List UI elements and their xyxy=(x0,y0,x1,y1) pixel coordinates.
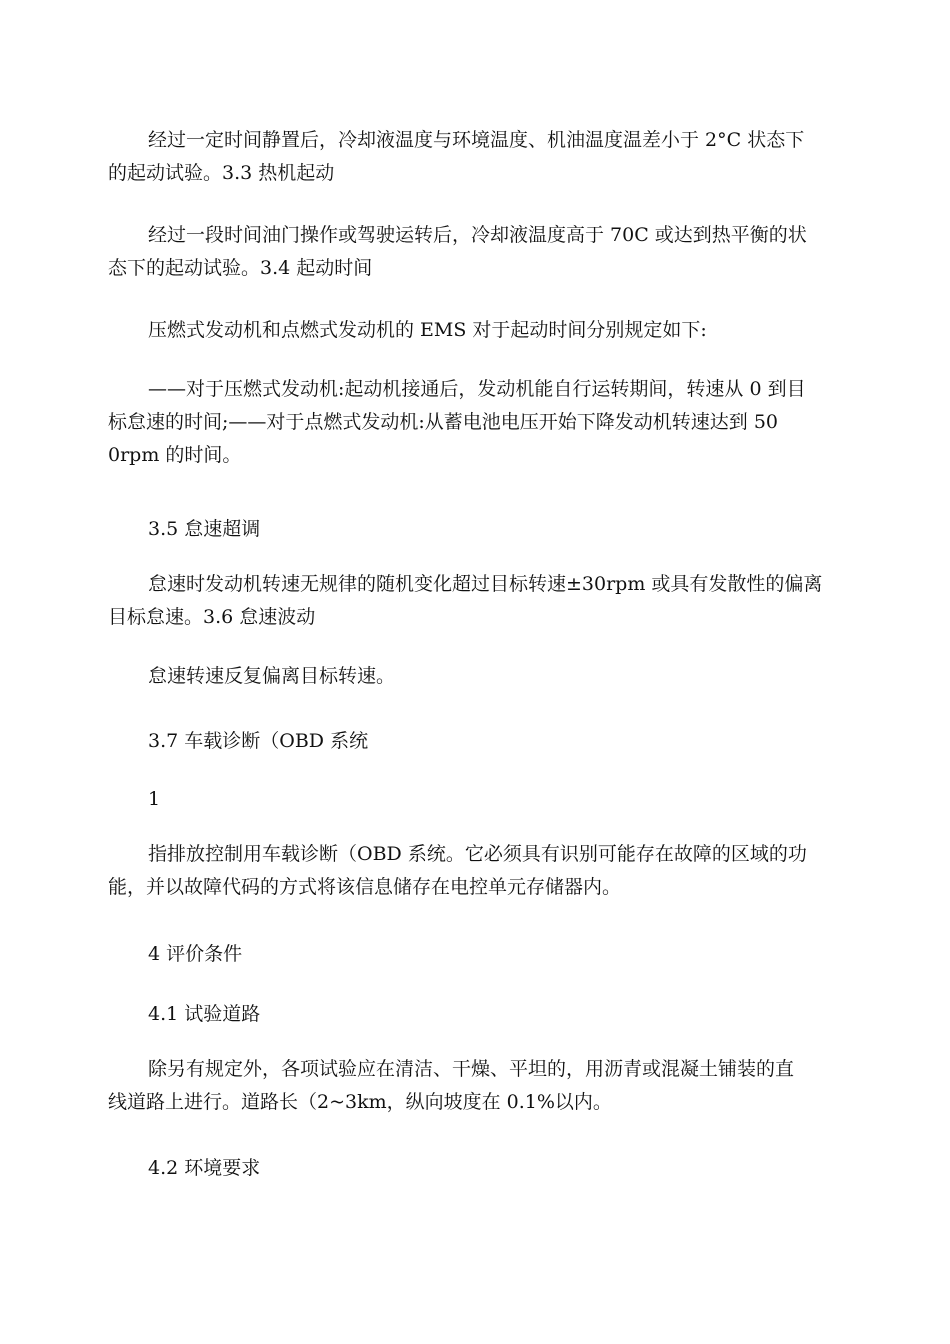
text-line: 怠速时发动机转速无规律的随机变化超过目标转速±30rpm 或具有发散性的偏离 xyxy=(148,573,823,595)
heading-test-road xyxy=(108,998,844,1031)
text-line: 目标怠速。3.6 怠速波动 xyxy=(108,606,316,628)
heading-evaluation-conditions xyxy=(108,938,844,971)
paragraph-idle-overshoot-definition xyxy=(108,568,844,634)
paragraph-obd-definition xyxy=(108,838,844,904)
paragraph-test-road-requirements xyxy=(108,1053,844,1119)
text-line: 4.1 试验道路 xyxy=(148,1003,261,1025)
heading-obd xyxy=(108,725,844,758)
text-line: 标怠速的时间;——对于点燃式发动机:从蓄电池电压开始下降发动机转速达到 50 xyxy=(108,411,779,433)
text-line: 1 xyxy=(148,788,161,810)
text-line: 0rpm 的时间。 xyxy=(108,444,242,466)
heading-idle-overshoot xyxy=(108,513,844,546)
text-line: ——对于压燃式发动机:起动机接通后，发动机能自行运转期间，转速从 0 到目 xyxy=(148,378,806,400)
paragraph-idle-fluctuation-definition xyxy=(108,660,844,693)
paragraph-cold-start-definition xyxy=(108,124,844,190)
text-line: 3.5 怠速超调 xyxy=(148,518,261,540)
paragraph-start-time-rules xyxy=(108,373,844,472)
text-line: 能，并以故障代码的方式将该信息储存在电控单元存储器内。 xyxy=(108,876,622,898)
text-line: 除另有规定外，各项试验应在清洁、干燥、平坦的，用沥青或混凝土铺装的直 xyxy=(148,1058,795,1080)
text-line: 指排放控制用车载诊断（OBD 系统。它必须具有识别可能存在故障的区域的功 xyxy=(148,843,807,865)
paragraph-start-time-intro xyxy=(108,314,844,347)
text-line: 线道路上进行。道路长（2~3km，纵向坡度在 0.1%以内。 xyxy=(108,1091,612,1113)
paragraph-hot-start-definition xyxy=(108,219,844,285)
text-line: 怠速转速反复偏离目标转速。 xyxy=(148,665,396,687)
text-line: 压燃式发动机和点燃式发动机的 EMS 对于起动时间分别规定如下: xyxy=(148,319,707,341)
text-line: 3.7 车载诊断（OBD 系统 xyxy=(148,730,369,752)
text-line: 的起动试验。3.3 热机起动 xyxy=(108,162,335,184)
text-line: 态下的起动试验。3.4 起动时间 xyxy=(108,257,373,279)
heading-environment-requirements xyxy=(108,1152,844,1185)
footnote-marker xyxy=(108,783,844,816)
text-line: 经过一段时间油门操作或驾驶运转后，冷却液温度高于 70C 或达到热平衡的状 xyxy=(148,224,807,246)
text-line: 4.2 环境要求 xyxy=(148,1157,261,1179)
text-line: 经过一定时间静置后，冷却液温度与环境温度、机油温度温差小于 2°C 状态下 xyxy=(148,129,805,151)
text-line: 4 评价条件 xyxy=(148,943,243,965)
